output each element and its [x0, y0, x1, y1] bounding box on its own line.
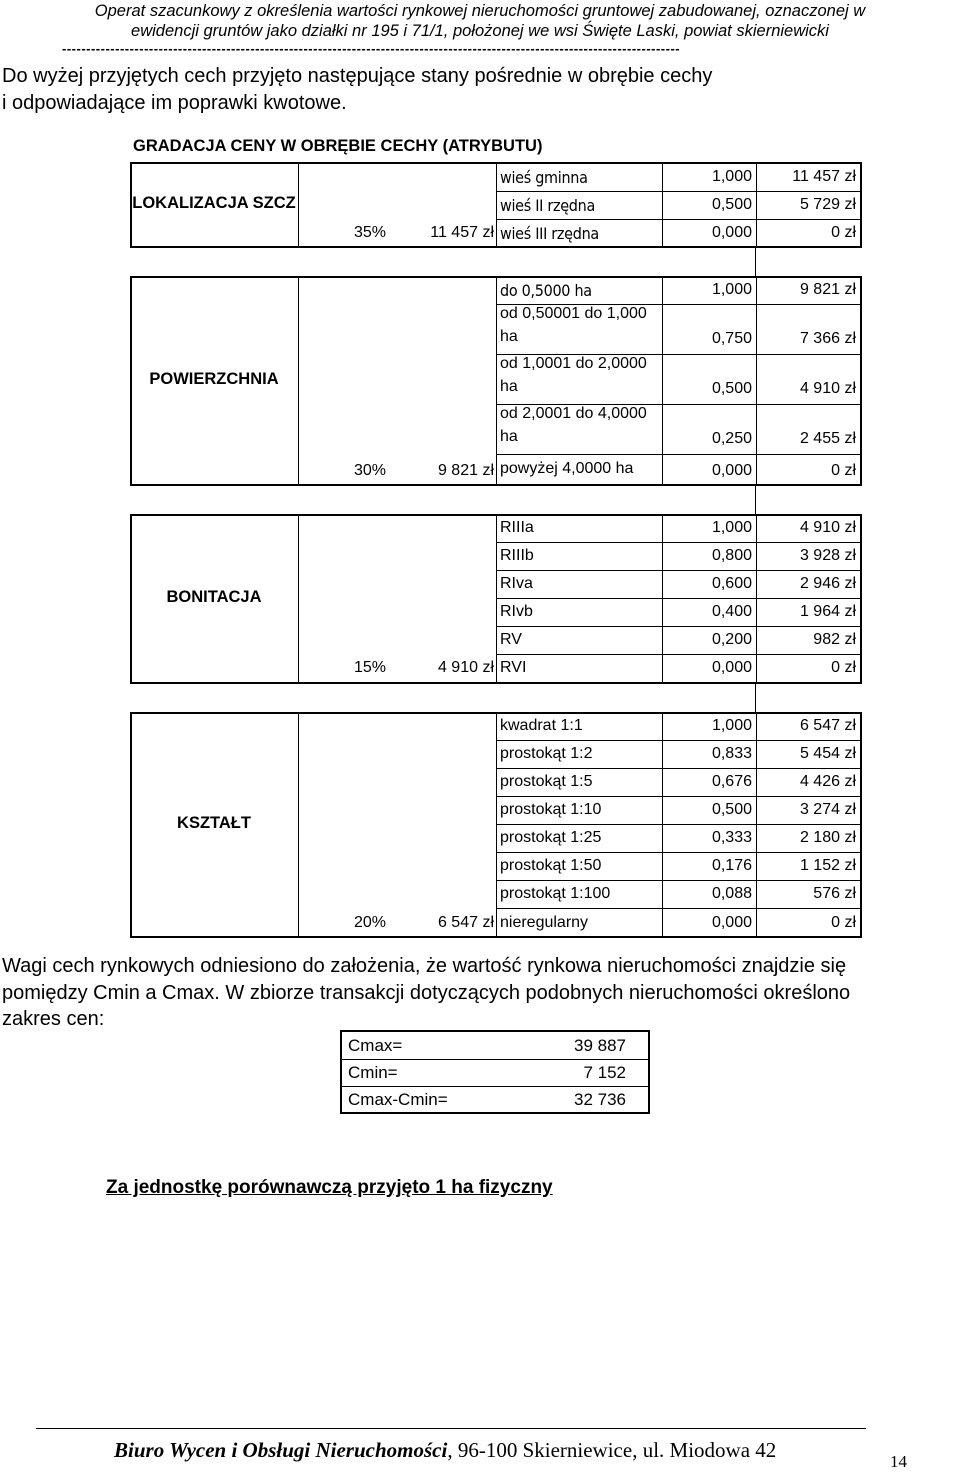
cmax-label: Cmax=	[348, 1036, 403, 1055]
row-name: prostokąt 1:25	[500, 829, 602, 846]
row-coef: 0,088	[711, 885, 752, 902]
weight-amount: 4 910 zł	[437, 659, 494, 676]
row-value: 4 910 zł	[799, 380, 856, 397]
row-name: od 0,50001 do 1,000	[500, 305, 647, 322]
row-value: 2 455 zł	[799, 430, 856, 447]
spacer-line	[755, 248, 756, 276]
section-label: BONITACJA	[166, 588, 262, 606]
row-value: 1 964 zł	[799, 603, 856, 620]
header-line-1: Operat szacunkowy z określenia wartości rynkowej nieruchomości gruntowej zabudowanej, oznaczonej w	[94, 2, 866, 20]
footer	[114, 1438, 776, 1463]
row-value: 576 zł	[813, 885, 856, 902]
row-name-cont: ha	[500, 428, 518, 445]
price-range-box	[340, 1030, 650, 1114]
row-coef: 0,333	[711, 829, 752, 846]
header-line-2: ewidencji gruntów jako działki nr 195 i 71/1, położonej we wsi Święte Laski, powiat skierniewicki	[131, 22, 829, 40]
row-coef: 0,500	[711, 380, 752, 397]
row-name: prostokąt 1:10	[500, 801, 602, 818]
row-name: RV	[500, 631, 522, 648]
row-coef: 0,200	[711, 631, 752, 648]
unit-note: Za jednostkę porównawczą przyjęto 1 ha fizyczny	[106, 1177, 553, 1198]
section-ksztalt	[130, 712, 862, 938]
cmin-value: 7 152	[583, 1063, 626, 1082]
section-label: KSZTAŁT	[177, 814, 251, 832]
cmax-value: 39 887	[574, 1036, 626, 1055]
weight-amount: 11 457 zł	[430, 224, 494, 241]
spacer-line	[755, 486, 756, 514]
row-value: 0 zł	[831, 659, 856, 676]
row-coef: 0,800	[711, 547, 752, 564]
row-name: nieregularny	[500, 914, 589, 931]
section-powierzchnia	[130, 276, 862, 486]
section-lokalizacja	[130, 162, 862, 248]
range-value: 32 736	[574, 1090, 626, 1109]
row-coef: 0,500	[711, 801, 752, 818]
row-coef: 1,000	[711, 519, 752, 536]
row-value: 5 454 zł	[799, 745, 856, 762]
row-name-cont: ha	[500, 328, 518, 345]
row-coef: 1,000	[711, 281, 752, 298]
weight-percent: 20%	[353, 914, 386, 931]
row-value: 4 910 zł	[799, 519, 856, 536]
spacer-line	[755, 684, 756, 712]
row-coef: 0,176	[711, 857, 752, 874]
row-value: 0 zł	[831, 224, 856, 241]
row-coef: 0,750	[711, 330, 752, 347]
row-name: RIva	[500, 575, 533, 592]
row-coef: 0,000	[711, 462, 752, 479]
row-value: 2 180 zł	[799, 829, 856, 846]
range-label: Cmax-Cmin=	[348, 1090, 448, 1109]
row-name-cont: ha	[500, 378, 518, 395]
row-name: prostokąt 1:2	[500, 745, 593, 762]
row-coef: 0,000	[711, 659, 752, 676]
footer-rule	[36, 1428, 866, 1429]
row-name: prostokąt 1:50	[500, 857, 602, 874]
row-value: 3 928 zł	[799, 547, 856, 564]
row-name: od 2,0001 do 4,0000	[500, 405, 647, 422]
intro-line-1: Do wyżej przyjętych cech przyjęto następujące stany pośrednie w obrębie cechy	[2, 65, 713, 87]
section-label: LOKALIZACJA SZCZ	[132, 194, 296, 212]
row-value: 7 366 zł	[799, 330, 856, 347]
page-number: 14	[890, 1452, 907, 1471]
row-value: 0 zł	[831, 914, 856, 931]
row-name: wieś III rzędna	[500, 224, 599, 243]
row-name: od 1,0001 do 2,0000	[500, 355, 647, 372]
row-name: kwadrat 1:1	[500, 717, 583, 734]
row-value: 1 152 zł	[799, 857, 856, 874]
row-value: 11 457 zł	[792, 168, 856, 185]
row-name: wieś II rzędna	[500, 196, 595, 215]
row-coef: 1,000	[711, 168, 752, 185]
row-name: RIIIa	[500, 519, 534, 536]
row-name: do 0,5000 ha	[500, 281, 592, 300]
row-value: 4 426 zł	[799, 773, 856, 790]
intro-line-2: i odpowiadające im poprawki kwotowe.	[2, 92, 347, 114]
weight-amount: 9 821 zł	[437, 462, 494, 479]
weight-percent: 30%	[353, 462, 386, 479]
row-value: 5 729 zł	[799, 196, 856, 213]
section-label: POWIERZCHNIA	[149, 370, 279, 388]
weights-line-2: pomiędzy Cmin a Cmax. W zbiorze transakcji dotyczących podobnych nieruchomości określono	[2, 982, 851, 1004]
weights-line-1: Wagi cech rynkowych odniesiono do założenia, że wartość rynkowa nieruchomości znajdzie się	[2, 955, 847, 977]
row-name: prostokąt 1:5	[500, 773, 593, 790]
section-bonitacja	[130, 514, 862, 684]
row-coef: 0,500	[711, 196, 752, 213]
row-coef: 1,000	[711, 717, 752, 734]
row-name: prostokąt 1:100	[500, 885, 611, 902]
row-value: 6 547 zł	[799, 717, 856, 734]
row-value: 2 946 zł	[799, 575, 856, 592]
row-coef: 0,833	[711, 745, 752, 762]
row-value: 0 zł	[831, 462, 856, 479]
row-coef: 0,676	[711, 773, 752, 790]
row-value: 3 274 zł	[799, 801, 856, 818]
row-value: 982 zł	[813, 631, 856, 648]
weight-percent: 15%	[353, 659, 386, 676]
row-value: 9 821 zł	[799, 281, 856, 298]
weight-percent: 35%	[353, 224, 386, 241]
row-name: RVI	[500, 659, 527, 676]
footer-company: Biuro Wycen i Obsługi Nieruchomości	[114, 1438, 448, 1462]
weight-amount: 6 547 zł	[437, 914, 494, 931]
row-name: powyżej 4,0000 ha	[500, 460, 634, 477]
weights-line-3: zakres cen:	[2, 1008, 105, 1030]
row-name: wieś gminna	[500, 168, 588, 187]
row-coef: 0,600	[711, 575, 752, 592]
table-title: GRADACJA CENY W OBRĘBIE CECHY (ATRYBUTU)	[133, 137, 543, 155]
footer-address: , 96-100 Skierniewice, ul. Miodowa 42	[447, 1438, 777, 1462]
row-coef: 0,000	[711, 224, 752, 241]
row-coef: 0,400	[711, 603, 752, 620]
row-name: RIvb	[500, 603, 533, 620]
row-name: RIIIb	[500, 547, 534, 564]
header-separator: --------------------------------------------------------------------------------------------------------------------------------	[62, 41, 681, 56]
cmin-label: Cmin=	[348, 1063, 398, 1082]
row-coef: 0,000	[711, 914, 752, 931]
row-coef: 0,250	[711, 430, 752, 447]
